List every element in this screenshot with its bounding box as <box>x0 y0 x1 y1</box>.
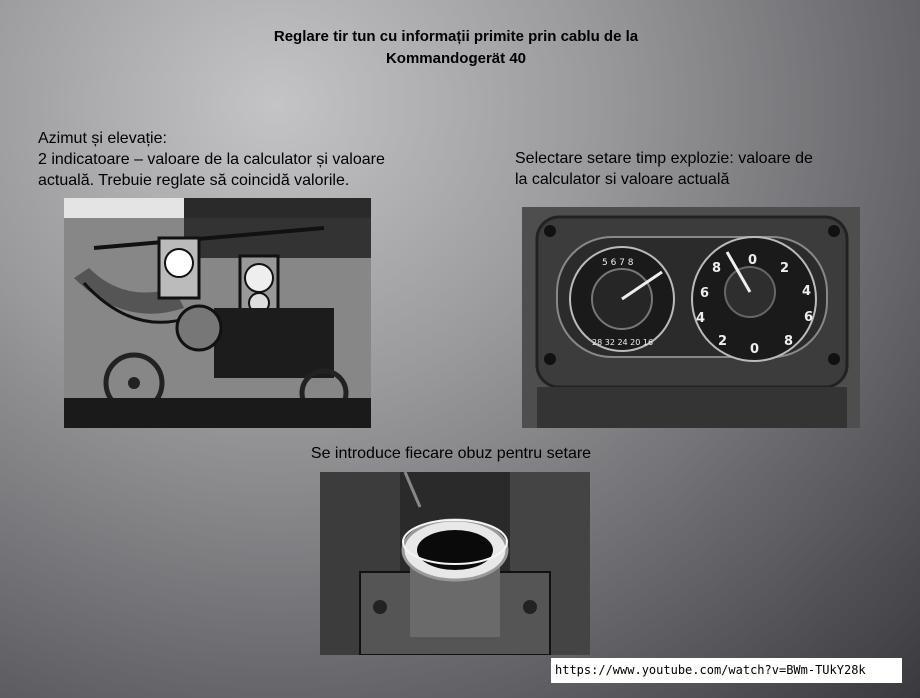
left-dial-bottom-label: 28 32 24 20 16 <box>592 338 654 347</box>
azimuth-heading: Azimut și elevație: <box>38 130 167 147</box>
azimuth-line-2: 2 indicatoare – valoare de la calculator și valoare <box>38 151 385 168</box>
fuse-line-1: Selectare setare timp explozie: valoare de <box>515 150 813 167</box>
right-dial-number-10: 8 <box>784 334 794 349</box>
source-url-label[interactable]: https://www.youtube.com/watch?v=BWm-TUkY28k <box>551 658 902 683</box>
right-dial-number-4: 6 <box>700 286 710 301</box>
gun-mechanism-photo <box>64 198 371 428</box>
right-dial-number-9: 0 <box>750 342 760 357</box>
azimuth-line-3: actuală. Trebuie reglate să coincidă valorile. <box>38 172 350 189</box>
fuse-line-2: la calculator si valoare actuală <box>515 171 730 188</box>
right-dial-number-6: 4 <box>696 311 706 326</box>
right-dial-number-7: 6 <box>804 310 814 325</box>
gun-mechanism-illustration <box>64 198 371 428</box>
title-line-1: Reglare tir tun cu informații primite prin cablu de la <box>273 28 639 45</box>
fuse-dials-illustration <box>522 207 860 428</box>
shell-ring-photo <box>320 472 590 655</box>
fuse-dials-photo <box>522 207 860 428</box>
right-dial-number-8: 2 <box>718 334 728 349</box>
right-dial-number-1: 8 <box>712 261 722 276</box>
left-dial-top-label: 5 6 7 8 <box>602 258 634 268</box>
shell-insert-caption: Se introduce fiecare obuz pentru setare <box>310 445 592 462</box>
title-line-2: Kommandogerät 40 <box>385 50 527 67</box>
fuse-time-description <box>515 148 855 190</box>
shell-ring-illustration <box>320 472 590 655</box>
right-dial-number-3: 2 <box>780 261 790 276</box>
right-dial-number-5: 4 <box>802 284 812 299</box>
right-dial-number-2: 0 <box>748 253 758 268</box>
slide-title <box>0 26 912 70</box>
azimuth-description <box>38 128 438 191</box>
